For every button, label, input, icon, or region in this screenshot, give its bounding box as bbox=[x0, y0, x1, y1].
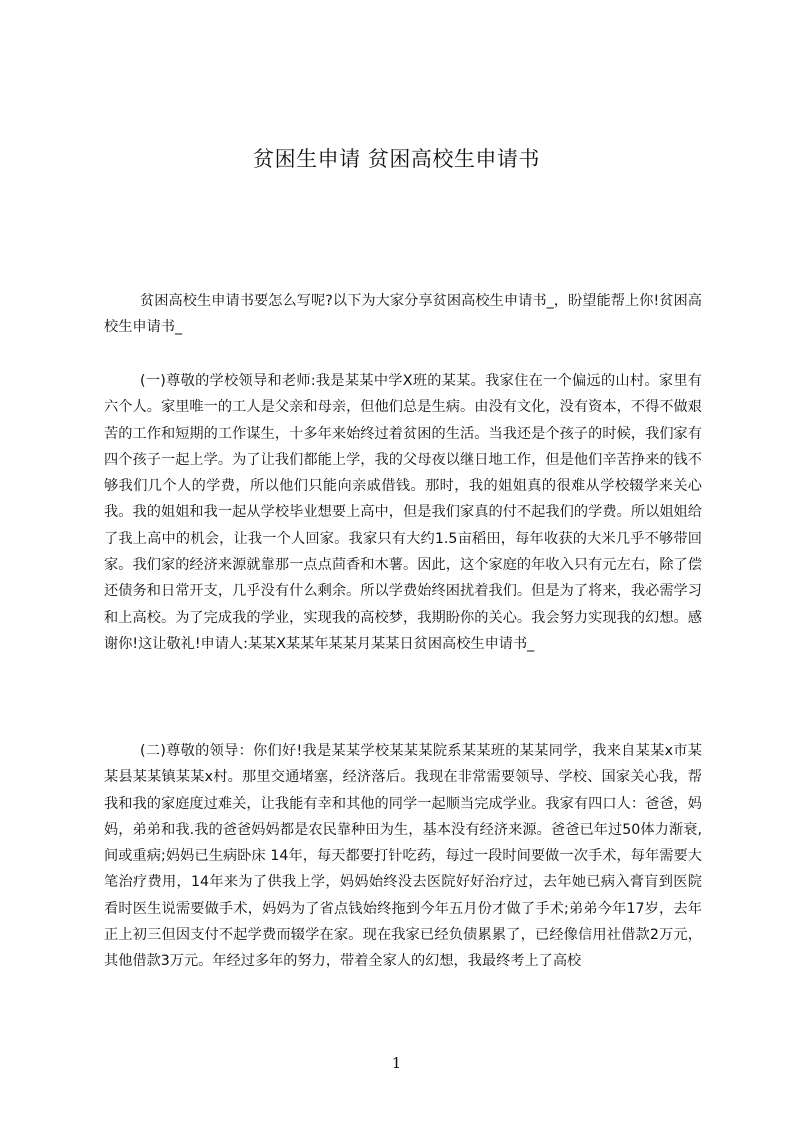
application-letter-two: (二)尊敬的领导：你们好!我是某某学校某某某院系某某班的某某同学，我来自某某x市某某县某某镇某某x村。那里交通堵塞，经济落后。我现在非常需要领导、学校、国家关心我，帮我和我的家庭度过难关，让我能有幸和其他的同学一起顺当完成学业。我家有四口人：爸爸，妈妈，弟弟和我.我的爸爸妈妈都是农民靠种田为生，基本没有经济来源。爸爸已年过50体力渐衰,间或重病;妈妈已生病卧床 14年，每天都要打针吃药，每过一段时间要做一次手术，每年需要大笔治疗费用，14年来为了供我上学，妈妈始终没去医院好好治疗过，去年她已病入膏肓到医院看时医生说需要做手术，妈妈为了省点钱始终拖到今年五月份才做了手术;弟弟今年17岁，去年正上初三但因支付不起学费而辍学在家。现在我家已经负债累累了，已经像信用社借款2万元，其他借款3万元。年经过多年的努力，带着全家人的幻想，我最终考上了高校 bbox=[104, 743, 702, 970]
document-title: 贫困生申请 贫困高校生申请书 bbox=[253, 147, 540, 171]
page-number: 1 bbox=[391, 1054, 402, 1072]
application-letter-one: (一)尊敬的学校领导和老师:我是某某中学X班的某某。我家住在一个偏远的山村。家里有六个人。家里唯一的工人是父亲和母亲，但他们总是生病。由没有文化，没有资本，不得不做艰苦的工作和短期的工作谋生，十多年来始终过着贫困的生活。当我还是个孩子的时候，我们家有四个孩子一起上学。为了让我们都能上学，我的父母夜以继日地工作，但是他们辛苦挣来的钱不够我们几个人的学费，所以他们只能向亲戚借钱。那时，我的姐姐真的很难从学校辍学来关心我。我的姐姐和我一起从学校毕业想要上高中，但是我们家真的付不起我们的学费。所以姐姐给了我上高中的机会，让我一个人回家。我家只有大约1.5亩稻田，每年收获的大米几乎不够带回家。我们家的经济来源就靠那一点点茴香和木薯。因此，这个家庭的年收入只有元左右，除了偿还债务和日常开支，几乎没有什么剩余。所以学费始终困扰着我们。但是为了将来，我必需学习和上高校。为了完成我的学业，实现我的高校梦，我期盼你的关心。我会努力实现我的幻想。感谢你!这让敬礼!申请人:某某X某某年某某月某某日贫困高校生申请书_ bbox=[104, 373, 702, 652]
intro-paragraph: 贫困高校生申请书要怎么写呢?以下为大家分享贫困高校生申请书_，盼望能帮上你!贫困高校生申请书_ bbox=[104, 293, 702, 336]
